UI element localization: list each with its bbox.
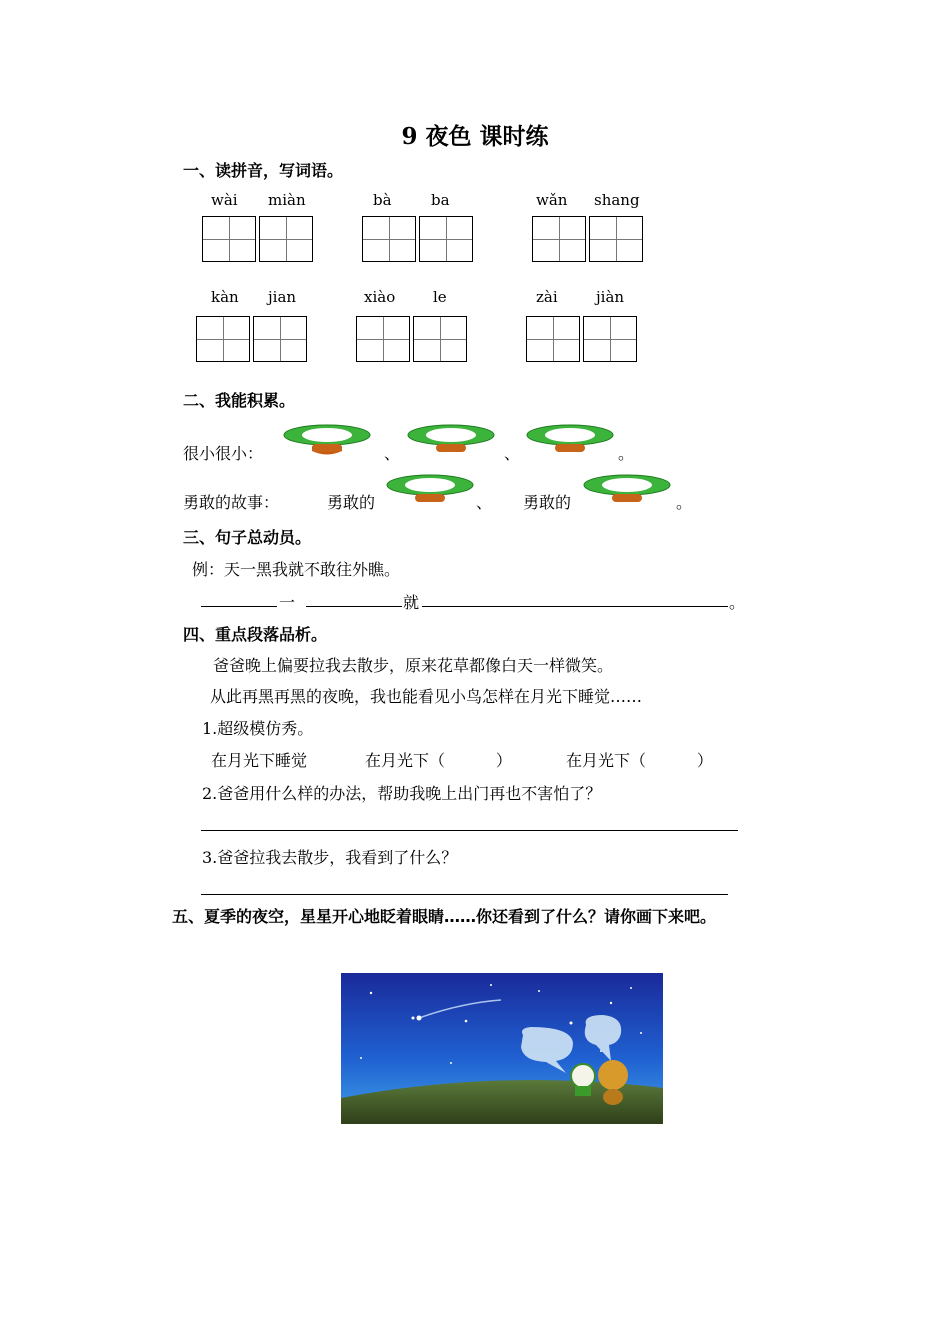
answer-line[interactable] xyxy=(422,606,728,607)
passage-line-1: 爸爸晚上偏要拉我去散步，原来花草都像白天一样微笑。 xyxy=(213,656,614,675)
writing-grid[interactable] xyxy=(196,316,250,362)
writing-grid[interactable] xyxy=(253,316,307,362)
word-jiu: 就 xyxy=(403,593,420,612)
mushroom-answer-box[interactable] xyxy=(406,424,496,458)
period: 。 xyxy=(729,593,746,612)
passage-line-2: 从此再黑再黑的夜晚，我也能看见小鸟怎样在月光下睡觉…… xyxy=(210,687,643,706)
pinyin: wài xyxy=(211,191,238,209)
writing-grid[interactable] xyxy=(362,216,416,262)
writing-grid[interactable] xyxy=(413,316,467,362)
pinyin: shang xyxy=(594,191,640,209)
question-1: 1.超级模仿秀。 xyxy=(202,719,314,738)
section-2-heading: 二、我能积累。 xyxy=(183,391,296,410)
section-5-heading: 五、夏季的夜空，星星开心地眨着眼睛……你还看到了什么？请你画下来吧。 xyxy=(172,907,717,926)
mushroom-answer-box[interactable] xyxy=(282,424,372,458)
question-3: 3.爸爸拉我去散步，我看到了什么？ xyxy=(202,848,458,867)
pinyin: bà xyxy=(373,191,392,209)
period: 。 xyxy=(618,444,635,463)
pinyin: miàn xyxy=(268,191,306,209)
pinyin: le xyxy=(433,288,447,306)
mushroom-answer-box[interactable] xyxy=(582,474,672,508)
imitation-blank[interactable]: 在月光下（ ） xyxy=(566,751,713,770)
writing-grid[interactable] xyxy=(526,316,580,362)
writing-grid[interactable] xyxy=(419,216,473,262)
pinyin: jiàn xyxy=(596,288,625,306)
pinyin: xiào xyxy=(364,288,396,306)
separator: 、 xyxy=(384,444,401,463)
pinyin: wǎn xyxy=(536,191,568,209)
pinyin: ba xyxy=(431,191,450,209)
label-brave: 勇敢的 xyxy=(523,493,572,512)
section-1-heading: 一、读拼音，写词语。 xyxy=(183,161,344,180)
page-title: 9 夜色 课时练 xyxy=(401,123,549,150)
answer-line[interactable] xyxy=(201,606,277,607)
pinyin: jian xyxy=(268,288,297,306)
writing-grid[interactable] xyxy=(532,216,586,262)
answer-line[interactable] xyxy=(201,894,728,895)
section-4-heading: 四、重点段落品析。 xyxy=(183,625,328,644)
pinyin: kàn xyxy=(211,288,239,306)
answer-line[interactable] xyxy=(201,830,738,831)
writing-grid[interactable] xyxy=(583,316,637,362)
mushroom-answer-box[interactable] xyxy=(385,474,475,508)
word-yi: 一 xyxy=(279,593,296,612)
label-brave-stories: 勇敢的故事： xyxy=(183,493,280,512)
separator: 、 xyxy=(476,493,493,512)
imitation-blank[interactable]: 在月光下（ ） xyxy=(365,751,512,770)
label-brave: 勇敢的 xyxy=(327,493,376,512)
writing-grid[interactable] xyxy=(259,216,313,262)
period: 。 xyxy=(676,493,693,512)
night-sky-illustration xyxy=(341,973,663,1124)
example-sentence: 例：天一黑我就不敢往外瞧。 xyxy=(192,560,401,579)
section-3-heading: 三、句子总动员。 xyxy=(183,528,312,547)
writing-grid[interactable] xyxy=(356,316,410,362)
question-2: 2.爸爸用什么样的办法，帮助我晚上出门再也不害怕了？ xyxy=(202,784,602,803)
imitation-example: 在月光下睡觉 xyxy=(211,751,308,770)
separator: 、 xyxy=(504,444,521,463)
writing-grid[interactable] xyxy=(202,216,256,262)
pinyin: zài xyxy=(536,288,558,306)
label-very-small: 很小很小： xyxy=(183,444,264,463)
writing-grid[interactable] xyxy=(589,216,643,262)
answer-line[interactable] xyxy=(306,606,402,607)
mushroom-answer-box[interactable] xyxy=(525,424,615,458)
